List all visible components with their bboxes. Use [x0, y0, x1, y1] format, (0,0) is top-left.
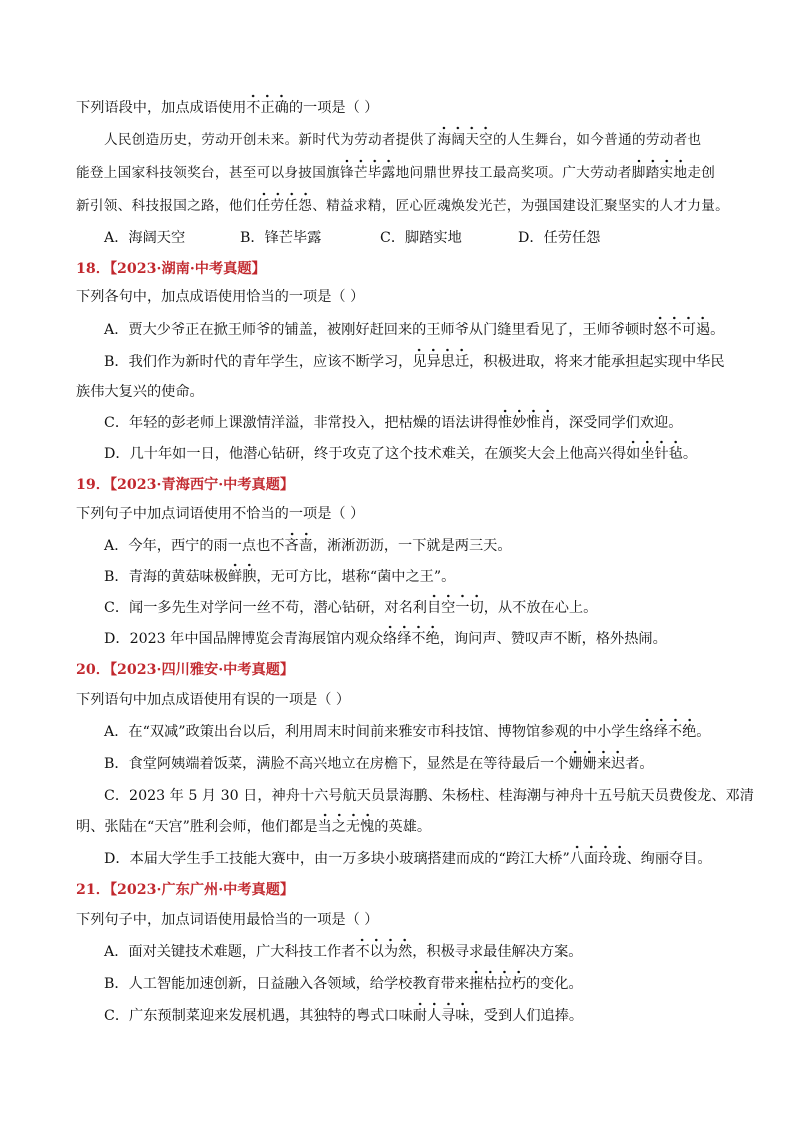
emphasized-idiom: 海阔天空 — [437, 132, 493, 148]
q20-option-a[interactable]: A．在“双减”政策出台以后，利用周末时间前来雅安市科技馆、博物馆参观的中小学生 络绎不绝。 — [104, 722, 740, 742]
emphasized-idiom: 当之无愧 — [318, 819, 375, 835]
emphasized-idiom: 耐人寻味 — [413, 1008, 470, 1024]
q21-stem: 下列句子中，加点词语使用最恰当的一项是（ ） — [76, 912, 379, 928]
q17-passage-line-3: 新引领、科技报国之路，他们 任劳任怨、精益求精，匠心匠魂焕发光芒，为强国建设汇聚坚实的人才力量。 — [76, 196, 740, 216]
q21-option-c[interactable]: C．广东预制菜迎来发展机遇，其独特的粤式口味 耐人寻味，受到人们追捧。 — [104, 1006, 740, 1026]
emphasized-word: 鲜腴 — [228, 569, 256, 585]
q19-option-c[interactable]: C．闻一多先生对学问一丝不苟，潜心钻研，对名利 目空一切，从不放在心上。 — [104, 598, 740, 618]
q18-option-c[interactable]: C．年轻的彭老师上课激情洋溢，非常投入，把枯燥的语法讲得 惟妙惟肖，深受同学们欢迎。 — [104, 413, 740, 433]
q18-option-b[interactable]: B．我们作为新时代的青年学生，应该不断学习， 见异思迁，积极进取，将来才能承担起实现中华民 — [104, 352, 740, 372]
q19-option-b[interactable]: B．青海的黄菇味极 鲜腴，无可方比，堪称“菌中之王”。 — [104, 567, 740, 587]
q21-option-a[interactable]: A．面对关键技术难题，广大科技工作者 不以为然，积极寻求最佳解决方案。 — [104, 942, 740, 962]
q20-option-d[interactable]: D．本届大学生手工技能大赛中，由一万多块小玻璃搭建而成的“跨江大桥” 八面玲珑、绚丽夺目。 — [104, 849, 740, 869]
q18-header: 18．【2023·湖南·中考真题】 — [76, 261, 266, 277]
emphasized-idiom: 络绎不绝 — [383, 631, 440, 647]
emphasized-idiom: 任劳任怨 — [257, 198, 313, 214]
emphasized-idiom: 目空一切 — [427, 600, 484, 616]
q20-stem: 下列语句中加点成语使用有误的一项是（ ） — [76, 692, 351, 708]
emphasized-idiom: 惟妙惟肖 — [498, 415, 555, 431]
emphasized-idiom: 八面玲珑 — [570, 851, 627, 867]
emphasized-idiom: 如坐针毡 — [626, 446, 683, 462]
q18-option-a[interactable]: A．贾大少爷正在掀王师爷的铺盖，被刚好赶回来的王师爷从门缝里看见了，王师爷顿时 怒不可遏。 — [104, 320, 740, 340]
q19-option-d[interactable]: D．2023 年中国品牌博览会青海展馆内观众 络绎不绝，询问声、赞叹声不断，格外热闹。 — [104, 629, 740, 649]
q17-stem: 下列语段中，加点成语使用 不正确的一项是（ ） — [76, 98, 740, 118]
emphasized-idiom: 络绎不绝 — [640, 724, 697, 740]
q17-passage-line-2: 能登上国家科技领奖台，甚至可以身披国旗 锋芒毕露地问鼎世界技工最高奖项。广大劳动者 脚踏实地走创 — [76, 163, 740, 183]
q18-option-d[interactable]: D．几十年如一日，他潜心钻研，终于攻克了这个技术难关，在颁奖大会上他高兴得 如坐针毡。 — [104, 444, 740, 464]
q19-option-a[interactable]: A．今年，西宁的雨一点也不 吝啬，淅淅沥沥，一下就是两三天。 — [104, 536, 740, 556]
option-b[interactable]: B．锋芒毕露 — [240, 230, 322, 246]
q18-option-b-cont: 族伟大复兴的使命。 — [76, 384, 204, 400]
q20-option-c-cont: 明、张陆在“天宫”胜利会师，他们都是 当之无愧的英雄。 — [76, 817, 740, 837]
emphasized-idiom: 怒不可遏 — [653, 322, 710, 338]
option-d[interactable]: D．任劳任怨 — [518, 230, 601, 246]
emphasized-word: 吝啬 — [285, 538, 313, 554]
q18-stem: 下列各句中，加点成语使用恰当的一项是（ ） — [76, 289, 365, 305]
q21-option-b[interactable]: B．人工智能加速创新，日益融入各领域，给学校教育带来 摧枯拉朽的变化。 — [104, 974, 740, 994]
q17-options — [104, 228, 740, 248]
emphasized-idiom: 脚踏实地 — [632, 165, 688, 181]
q20-option-b[interactable]: B．食堂阿姨端着饭菜，满脸不高兴地立在房檐下，显然是在等待最后一个 姗姗来迟者。 — [104, 754, 740, 774]
emphasized-word: 不正确 — [246, 100, 289, 116]
option-a[interactable]: A．海阔天空 — [104, 230, 186, 246]
emphasized-idiom: 姗姗来迟 — [568, 756, 625, 772]
q19-header: 19．【2023·青海西宁·中考真题】 — [76, 477, 295, 493]
q17-passage-line-1: 人民创造历史，劳动开创未来。新时代为劳动者提供了 海阔天空的人生舞台，如今普通的劳动者也 — [104, 130, 740, 150]
emphasized-idiom: 摧枯拉朽 — [469, 976, 526, 992]
q21-header: 21．【2023·广东广州·中考真题】 — [76, 882, 295, 898]
q20-option-c[interactable]: C．2023 年 5 月 30 日，神舟十六号航天员景海鹏、朱杨柱、桂海潮与神舟十五号航天员费俊龙、邓清 — [104, 788, 754, 804]
emphasized-idiom: 不以为然 — [355, 944, 412, 960]
q20-header: 20．【2023·四川雅安·中考真题】 — [76, 662, 295, 678]
emphasized-idiom: 见异思迁 — [412, 354, 469, 370]
q19-stem: 下列句子中加点词语使用不恰当的一项是（ ） — [76, 506, 365, 522]
emphasized-idiom: 锋芒毕露 — [340, 165, 396, 181]
option-c[interactable]: C．脚踏实地 — [380, 230, 462, 246]
